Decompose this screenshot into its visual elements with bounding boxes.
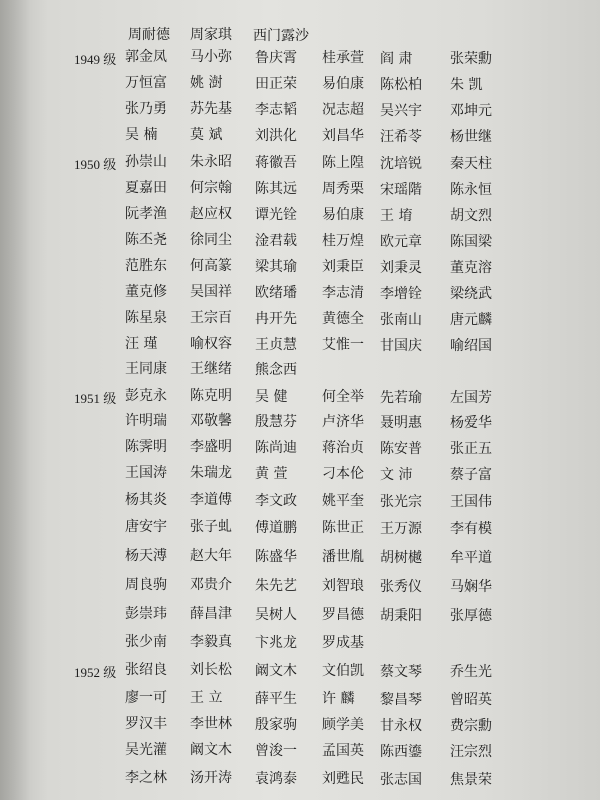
student-name: 陈安普 <box>380 441 422 457</box>
student-name: 文 沛 <box>380 467 413 483</box>
student-name: 易伯康 <box>322 207 364 223</box>
student-name: 杨爱华 <box>450 415 492 431</box>
class-year-label: 1950 级 <box>74 157 117 172</box>
student-name: 刘智琅 <box>322 578 364 594</box>
student-name: 陈丕尧 <box>125 232 167 248</box>
student-name: 陈尚迪 <box>255 440 297 456</box>
student-name: 卞兆龙 <box>255 635 297 651</box>
roster-row <box>0 99 600 121</box>
student-name: 朱 凯 <box>450 77 483 93</box>
student-name: 刘昌华 <box>322 128 364 144</box>
student-name: 冉开先 <box>255 311 297 327</box>
student-name: 李盛明 <box>190 439 232 455</box>
student-name: 黎昌琴 <box>380 692 422 708</box>
roster-row <box>0 517 600 539</box>
student-name: 张荣勳 <box>450 51 492 67</box>
student-name: 艾惟一 <box>322 337 364 353</box>
student-name: 蔡文琴 <box>380 664 422 680</box>
student-name: 李世林 <box>190 716 232 732</box>
student-name: 乔生光 <box>450 664 492 680</box>
student-name: 邓敬馨 <box>190 413 232 429</box>
student-name: 朱永昭 <box>190 154 232 170</box>
student-name: 苏先基 <box>190 101 232 117</box>
student-name: 殷家驹 <box>255 717 297 733</box>
student-name: 先若瑜 <box>380 390 422 406</box>
student-name: 刘甦民 <box>322 771 364 787</box>
student-name: 牟平道 <box>450 550 492 566</box>
roster-row <box>0 463 600 485</box>
student-name: 吴树人 <box>255 607 297 623</box>
student-name: 李有模 <box>450 521 492 537</box>
student-name: 汪宗烈 <box>450 744 492 760</box>
student-name: 桂万煌 <box>322 233 364 249</box>
student-name: 何全举 <box>322 389 364 405</box>
student-name: 李毅真 <box>190 634 232 650</box>
roster-row <box>0 490 600 512</box>
student-name: 郭金凤 <box>125 49 167 65</box>
student-name: 张乃勇 <box>125 101 167 117</box>
student-name: 廖一可 <box>125 690 167 706</box>
student-name: 王 立 <box>190 690 223 706</box>
roster-row <box>0 125 600 147</box>
student-name: 胡文烈 <box>450 208 492 224</box>
student-name: 何宗翰 <box>190 180 232 196</box>
student-name: 唐元麟 <box>450 312 492 328</box>
student-name: 董克修 <box>125 284 167 300</box>
student-name: 孙崇山 <box>125 154 167 170</box>
student-name: 陈松柏 <box>380 77 422 93</box>
student-name: 殷慧芬 <box>255 414 297 430</box>
student-name: 汪希苓 <box>380 129 422 145</box>
student-name: 胡秉阳 <box>380 608 422 624</box>
student-name: 易伯康 <box>322 76 364 92</box>
roster-row <box>0 25 600 47</box>
roster-row <box>0 47 600 69</box>
student-name: 李志清 <box>322 285 364 301</box>
student-name: 张子虬 <box>190 519 232 535</box>
roster-row <box>0 411 600 433</box>
student-name: 姚 澍 <box>190 75 223 91</box>
student-name: 李文政 <box>255 493 297 509</box>
student-name: 淦君载 <box>255 233 297 249</box>
student-name: 阚文木 <box>190 742 232 758</box>
roster-row <box>0 386 600 408</box>
student-name: 张秀仪 <box>380 579 422 595</box>
student-name: 唐安宇 <box>125 519 167 535</box>
student-name: 孟国英 <box>322 743 364 759</box>
student-name: 夏嘉田 <box>125 180 167 196</box>
student-name: 王贞慧 <box>255 337 297 353</box>
student-name: 袁鸿泰 <box>255 771 297 787</box>
student-name: 莫 斌 <box>190 127 223 143</box>
student-name: 欧元章 <box>380 234 422 250</box>
roster-row <box>0 152 600 174</box>
student-name: 费宗勳 <box>450 718 492 734</box>
student-name: 李志韬 <box>255 102 297 118</box>
student-name: 曾浚一 <box>255 743 297 759</box>
student-name: 吴 健 <box>255 389 288 405</box>
student-name: 沈培锐 <box>380 156 422 172</box>
student-name: 王继绪 <box>190 361 232 377</box>
student-name: 刘秉灵 <box>380 260 422 276</box>
student-name: 聂明惠 <box>380 415 422 431</box>
student-name: 陈克明 <box>190 388 232 404</box>
student-name: 杨天溥 <box>125 548 167 564</box>
student-name: 朱瑞龙 <box>190 465 232 481</box>
student-name: 李增铨 <box>380 286 422 302</box>
roster-row <box>0 688 600 710</box>
student-name: 杨其炎 <box>125 492 167 508</box>
student-name: 黄德全 <box>322 311 364 327</box>
student-name: 喻绍国 <box>450 338 492 354</box>
student-name: 汪 瑾 <box>125 336 158 352</box>
student-name: 刘长松 <box>190 662 232 678</box>
student-name: 陈西鎏 <box>380 744 422 760</box>
student-name: 梁绕武 <box>450 286 492 302</box>
student-name: 陈盛华 <box>255 549 297 565</box>
class-year-label: 1951 级 <box>74 391 117 406</box>
student-name: 邓贵介 <box>190 577 232 593</box>
roster-row <box>0 73 600 95</box>
roster-row <box>0 334 600 356</box>
student-name: 吴兴宇 <box>380 103 422 119</box>
student-name: 张志国 <box>380 772 422 788</box>
student-name: 顾学美 <box>322 717 364 733</box>
student-name: 曾昭英 <box>450 692 492 708</box>
student-name: 王万源 <box>380 521 422 537</box>
student-name: 蒋徽吾 <box>255 155 297 171</box>
roster-row <box>0 660 600 682</box>
student-name: 焦景荣 <box>450 772 492 788</box>
student-name: 杨世继 <box>450 129 492 145</box>
student-name: 张少南 <box>125 634 167 650</box>
student-name: 黄 萱 <box>255 466 288 482</box>
student-name: 卢济华 <box>322 414 364 430</box>
student-name: 万恒富 <box>125 75 167 91</box>
roster-row <box>0 204 600 226</box>
student-name: 徐同尘 <box>190 232 232 248</box>
student-name: 梁其瑜 <box>255 259 297 275</box>
student-name: 甘永权 <box>380 718 422 734</box>
roster-row <box>0 230 600 252</box>
student-name: 阎 肃 <box>380 51 413 67</box>
roster-row <box>0 714 600 736</box>
student-name: 吴 楠 <box>125 127 158 143</box>
student-name: 许 麟 <box>322 691 355 707</box>
student-name: 李道傅 <box>190 492 232 508</box>
student-name: 左国芳 <box>450 390 492 406</box>
student-name: 王国涛 <box>125 465 167 481</box>
roster-row <box>0 178 600 200</box>
student-name: 熊念西 <box>255 362 297 378</box>
student-name: 阮孝渔 <box>125 206 167 222</box>
roster-row <box>0 256 600 278</box>
student-name: 罗昌德 <box>322 607 364 623</box>
roster-row <box>0 437 600 459</box>
student-name: 宋瑶階 <box>380 182 422 198</box>
student-name: 姚平奎 <box>322 493 364 509</box>
student-name: 董克溶 <box>450 260 492 276</box>
student-name: 邓坤元 <box>450 103 492 119</box>
student-name: 张绍良 <box>125 662 167 678</box>
student-name: 赵应权 <box>190 206 232 222</box>
class-year-label: 1949 级 <box>74 52 117 67</box>
student-name: 鲁庆霄 <box>255 50 297 66</box>
student-name: 蔡子富 <box>450 467 492 483</box>
student-name: 张正五 <box>450 441 492 457</box>
student-name: 李之林 <box>125 770 167 786</box>
student-name: 胡树樾 <box>380 550 422 566</box>
roster-row <box>0 768 600 790</box>
roster-row <box>0 575 600 597</box>
student-name: 蒋治贞 <box>322 440 364 456</box>
student-name: 许明瑞 <box>125 413 167 429</box>
student-name: 周良驹 <box>125 577 167 593</box>
student-name: 张厚德 <box>450 608 492 624</box>
student-name: 何高篆 <box>190 258 232 274</box>
student-name: 彭崇玮 <box>125 606 167 622</box>
student-name: 傅道鹏 <box>255 520 297 536</box>
student-name: 薛昌津 <box>190 606 232 622</box>
student-name: 陈国梁 <box>450 234 492 250</box>
student-name: 刘秉臣 <box>322 259 364 275</box>
student-name: 刘洪化 <box>255 128 297 144</box>
student-name: 王同康 <box>125 361 167 377</box>
student-name: 周秀栗 <box>322 181 364 197</box>
student-name: 陈其远 <box>255 181 297 197</box>
student-name: 吴光灌 <box>125 742 167 758</box>
roster-row <box>0 546 600 568</box>
student-name: 彭克永 <box>125 388 167 404</box>
roster-row <box>0 359 600 381</box>
student-name: 马娴华 <box>450 579 492 595</box>
student-name: 况志超 <box>322 102 364 118</box>
student-name: 范胜东 <box>125 258 167 274</box>
student-name: 王宗百 <box>190 310 232 326</box>
student-name: 西门露沙 <box>253 28 309 44</box>
student-name: 陈永恒 <box>450 182 492 198</box>
student-name: 桂承萱 <box>322 50 364 66</box>
student-name: 秦天柱 <box>450 156 492 172</box>
student-name: 汤开涛 <box>190 770 232 786</box>
student-name: 欧绪璠 <box>255 285 297 301</box>
roster-row <box>0 632 600 654</box>
student-name: 陈星泉 <box>125 310 167 326</box>
student-name: 甘国庆 <box>380 338 422 354</box>
student-name: 薛平生 <box>255 691 297 707</box>
student-name: 田正荣 <box>255 76 297 92</box>
student-name: 周家琪 <box>190 27 232 43</box>
student-name: 王国伟 <box>450 494 492 510</box>
student-name: 刁本伦 <box>322 466 364 482</box>
student-name: 罗汉丰 <box>125 716 167 732</box>
student-name: 陈世正 <box>322 520 364 536</box>
roster-row <box>0 604 600 626</box>
class-year-label: 1952 级 <box>74 665 117 680</box>
student-name: 喻权容 <box>190 336 232 352</box>
student-name: 张光宗 <box>380 494 422 510</box>
student-name: 谭光铨 <box>255 207 297 223</box>
student-name: 阚文木 <box>255 663 297 679</box>
student-name: 朱先艺 <box>255 578 297 594</box>
student-name: 王 堉 <box>380 208 413 224</box>
student-name: 陈上隍 <box>322 155 364 171</box>
student-name: 陈霁明 <box>125 439 167 455</box>
student-name: 赵大年 <box>190 548 232 564</box>
student-name: 文伯凯 <box>322 663 364 679</box>
student-name: 周耐德 <box>128 27 170 43</box>
roster-row <box>0 308 600 330</box>
student-name: 罗成基 <box>322 635 364 651</box>
student-name: 马小弥 <box>190 49 232 65</box>
student-name: 吴国祥 <box>190 284 232 300</box>
roster-row <box>0 740 600 762</box>
student-name: 潘世胤 <box>322 549 364 565</box>
roster-row <box>0 282 600 304</box>
student-name: 张南山 <box>380 312 422 328</box>
